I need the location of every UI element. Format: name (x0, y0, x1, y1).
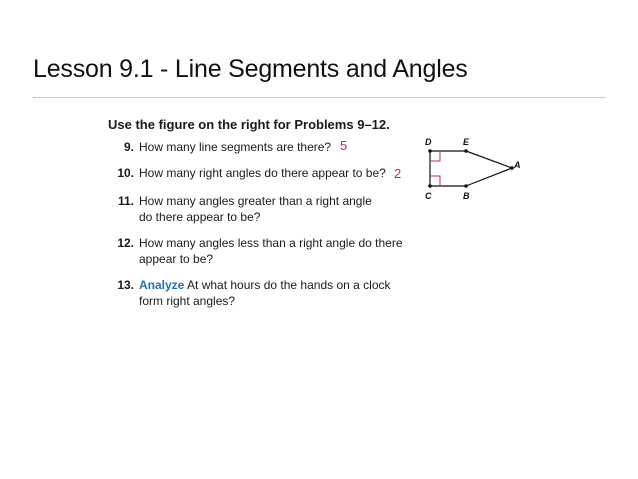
problem-9 (108, 139, 331, 155)
problem-10 (108, 165, 386, 181)
vertex-label-e: E (463, 137, 470, 147)
problem-12 (108, 235, 403, 267)
problem-13 (108, 277, 391, 309)
right-angle-marker-d (430, 151, 440, 161)
worksheet-instruction: Use the figure on the right for Problems 9–12. (108, 117, 390, 132)
problem-text: How many angles less than a right angle do there appear to be? (139, 236, 403, 266)
vertex-label-a: A (514, 160, 521, 170)
vertex-b-dot (464, 184, 468, 188)
segment-ab (466, 168, 512, 186)
vertex-d-dot (428, 149, 432, 153)
handwritten-answer-10: 2 (394, 166, 402, 181)
problem-number: 10. (117, 166, 134, 180)
pentagon-diagram (418, 134, 528, 209)
problem-number: 13. (117, 278, 134, 292)
segment-ea (466, 151, 512, 168)
problem-text: Analyze At what hours do the hands on a clock form right angles? (139, 278, 391, 308)
slide-title: Lesson 9.1 - Line Segments and Angles (33, 55, 468, 83)
problem-number: 11. (117, 194, 134, 208)
problem-text: How many angles greater than a right angle do there appear to be? (139, 194, 372, 224)
problem-text: How many right angles do there appear to be? (139, 166, 386, 180)
problem-number: 9. (123, 140, 134, 154)
problem-11 (108, 193, 372, 225)
problem-text: How many line segments are there? (139, 140, 332, 154)
problem-number: 12. (117, 236, 134, 250)
right-angle-marker-c (430, 176, 440, 186)
pentagon-figure (418, 134, 528, 209)
vertex-label-d: D (425, 137, 432, 147)
handwritten-answer-9: 5 (340, 138, 348, 153)
vertex-label-c: C (425, 191, 432, 201)
title-divider (33, 97, 606, 98)
vertex-e-dot (464, 149, 468, 153)
analyze-keyword: Analyze (139, 278, 185, 292)
vertex-c-dot (428, 184, 432, 188)
vertex-label-b: B (463, 191, 470, 201)
